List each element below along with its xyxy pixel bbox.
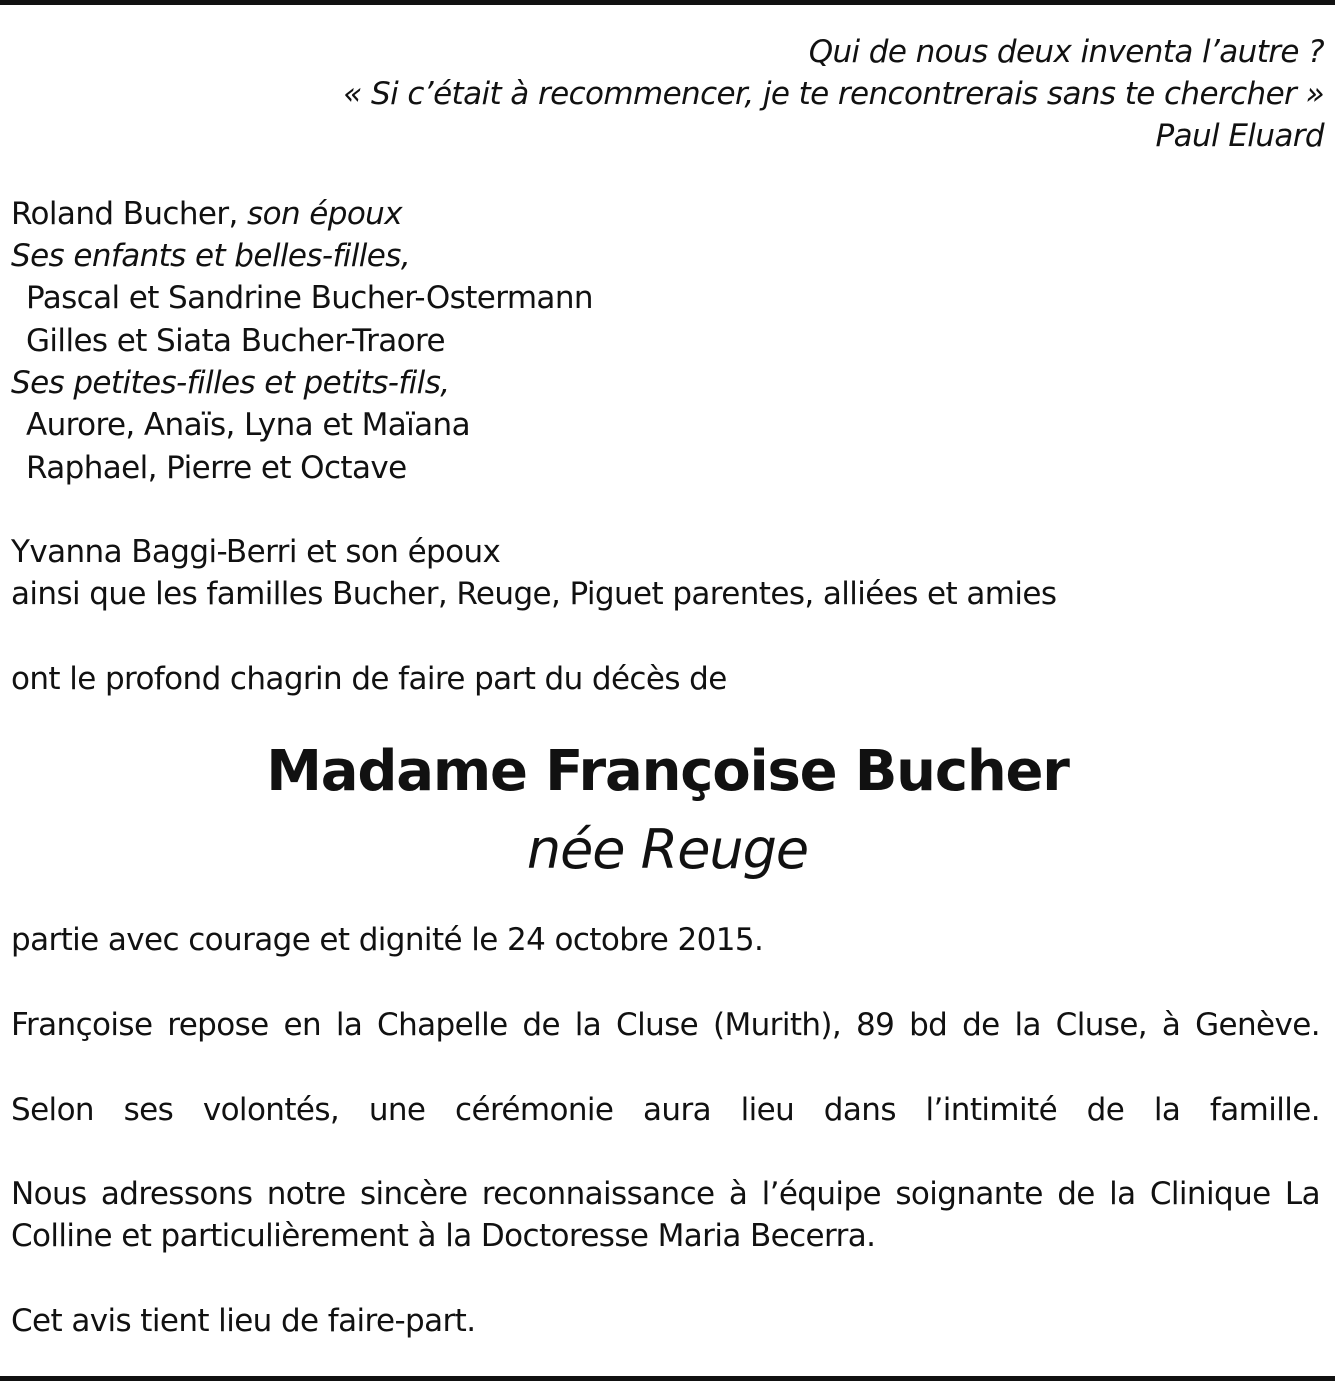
child-line: Pascal et Sandrine Bucher-Ostermann <box>26 280 593 316</box>
date-line: partie avec courage et dignité le 24 octobre 2015. <box>11 922 764 958</box>
closing-line: Cet avis tient lieu de faire-part. <box>11 1303 476 1339</box>
bottom-rule <box>0 1376 1335 1381</box>
grandchild-line: Raphael, Pierre et Octave <box>26 450 407 486</box>
other-family-line: ainsi que les familles Bucher, Reuge, Piguet parentes, alliées et amies <box>11 576 1057 612</box>
grandchildren-heading: Ses petites-filles et petits-fils, <box>11 365 450 401</box>
spouse-name: Roland Bucher, <box>11 196 238 232</box>
ceremony-line: Selon ses volontés, une cérémonie aura lieu dans l’intimité de la famille. <box>11 1092 1320 1128</box>
epigraph-author: Paul Eluard <box>1155 118 1324 154</box>
spouse-line <box>11 193 402 235</box>
epigraph-line-1: Qui de nous deux inventa l’autre ? <box>808 34 1324 70</box>
child-line: Gilles et Siata Bucher-Traore <box>26 323 445 359</box>
spouse-role: son époux <box>247 196 402 232</box>
announcement-line: ont le profond chagrin de faire part du décès de <box>11 661 727 697</box>
thanks-line-2: Colline et particulièrement à la Doctoresse Maria Becerra. <box>11 1218 876 1254</box>
grandchild-line: Aurore, Anaïs, Lyna et Maïana <box>26 407 470 443</box>
top-rule <box>0 0 1335 5</box>
children-heading: Ses enfants et belles-filles, <box>11 238 411 274</box>
deceased-maiden-name: née Reuge <box>526 818 809 881</box>
epigraph-line-2: « Si c’était à recommencer, je te rencontrerais sans te chercher » <box>343 76 1324 112</box>
deceased-name: Madame Françoise Bucher <box>266 739 1069 804</box>
thanks-line-1: Nous adressons notre sincère reconnaissance à l’équipe soignante de la Clinique La <box>11 1176 1320 1212</box>
repose-line: Françoise repose en la Chapelle de la Cluse (Murith), 89 bd de la Cluse, à Genève. <box>11 1007 1320 1043</box>
other-family-line: Yvanna Baggi-Berri et son époux <box>11 534 501 570</box>
